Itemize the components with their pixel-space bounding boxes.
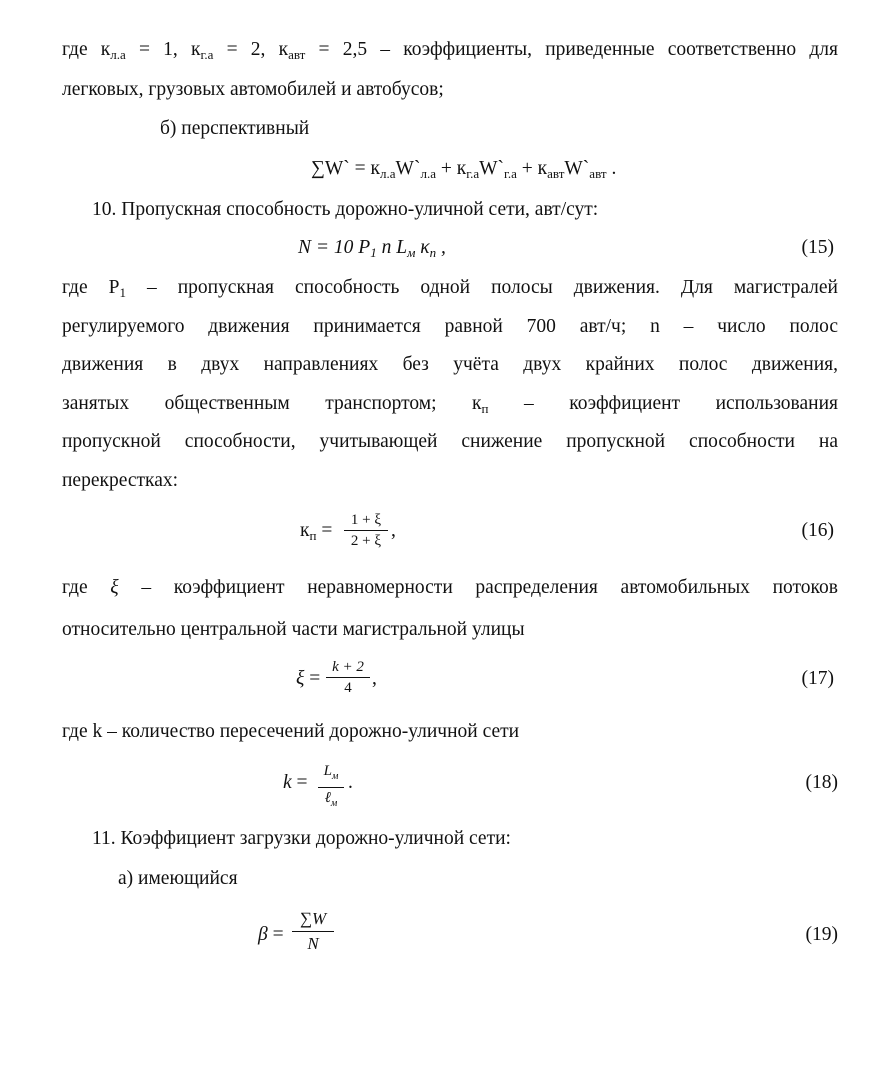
text-line-coefficients [62, 38, 838, 67]
text: = 2,5 – коэффициенты, приведенные соответственно для [305, 39, 838, 60]
text-line: где $P_1$ – пропускная способность одной полосы движения. Для магистралей [62, 277, 838, 300]
equation-number: (16) [801, 520, 834, 541]
punctuation: . [348, 772, 353, 793]
equation-number: (18) [805, 772, 838, 793]
equation-number: (19) [805, 924, 838, 945]
punctuation: , [391, 520, 396, 541]
fraction: $L_м$ ℓ$_м$ [318, 762, 344, 813]
text: где к [62, 39, 111, 60]
text-line: где k – количество пересечений дорожно-уличной сети [62, 721, 520, 742]
equation-18-lhs: k = [283, 772, 308, 793]
text-line: перекрестках: [62, 470, 179, 491]
text-line: занятых общественным транспортом; $к_п$ – коэффициент использования [62, 393, 838, 416]
punctuation: , [372, 668, 377, 689]
subscript: л.а [110, 47, 126, 62]
section-11-heading: 11. Коэффициент загрузки дорожно-уличной сети: [92, 828, 511, 849]
text-line: движения в двух направлениях без учёта двух крайних полос движения, [62, 354, 838, 375]
text: = 1, к [125, 39, 201, 60]
section-10-heading: 10. Пропускная способность дорожно-уличной сети, авт/сут: [92, 199, 599, 220]
list-item-a: а) имеющийся [118, 868, 238, 889]
text-line: относительно центральной части магистральной улицы [62, 619, 525, 640]
subscript: г.а [200, 47, 214, 62]
text-line: легковых, грузовых автомобилей и автобусов; [62, 79, 444, 100]
fraction: k + 2 4 [326, 658, 370, 697]
text-line: где ξ – коэффициент неравномерности распределения автомобильных потоков [62, 577, 838, 598]
equation-15: N = 10 $P_1$ n $L_м$ $\kappa_п$ , [298, 237, 446, 260]
text: = 2, к [213, 39, 289, 60]
equation-sum: ∑W` = $к_{л.а}W`_{л.а}$ + $к_{г.а}W`_{г.а}$ + $к_{авт}W`_{авт}$ . [311, 158, 617, 181]
fraction: 1 + ξ 2 + ξ [344, 511, 388, 550]
text-line: регулируемого движения принимается равной 700 авт/ч; n – число полос [62, 316, 838, 337]
fraction: ∑W N [292, 908, 334, 955]
equation-number: (15) [801, 237, 834, 258]
text-line: пропускной способности, учитывающей снижение пропускной способности на [62, 431, 838, 452]
subscript: авт [288, 47, 306, 62]
equation-16-lhs: $к_п$ = [300, 520, 333, 543]
equation-number: (17) [801, 668, 834, 689]
list-item-b: б) перспективный [160, 118, 310, 139]
equation-19-lhs: β = [258, 924, 284, 945]
equation-17-lhs: ξ = [296, 668, 321, 689]
